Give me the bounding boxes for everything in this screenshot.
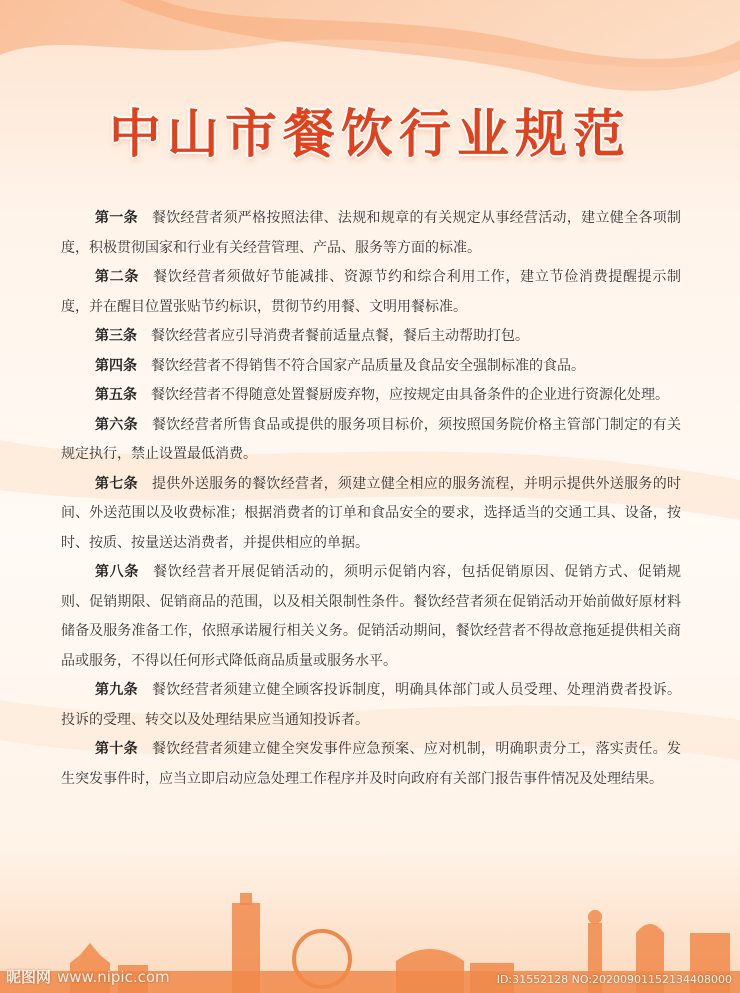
watermark-logo-text: 昵图网 <box>6 968 52 986</box>
article-2 <box>61 263 681 322</box>
article-number: 第六条 <box>95 416 138 433</box>
article-10 <box>61 735 681 794</box>
article-text: 提供外送服务的餐饮经营者，须建立健全相应的服务流程，并明示提供外送服务的时间、外送范围以及收费标准；根据消费者的订单和食品安全的要求，选择适当的交通工具、设备，按时、按质、按量送达消费者，并提供相应的单据。 <box>61 475 682 551</box>
page-title: 中山市餐饮行业规范 <box>108 105 631 165</box>
article-text: 餐饮经营者所售食品或提供的服务项目标价，须按照国务院价格主管部门制定的有关规定执行，禁止设置最低消费。 <box>61 416 682 462</box>
watermark-logo <box>6 966 170 987</box>
article-number: 第四条 <box>95 357 137 374</box>
article-6 <box>61 411 681 470</box>
article-4 <box>61 352 681 382</box>
article-number: 第一条 <box>95 210 138 226</box>
article-text: 餐饮经营者须做好节能减排、资源节约和综合利用工作，建立节俭消费提醒提示制度，并在醒目位置张贴节约标识，贯彻节约用餐、文明用餐标准。 <box>61 269 682 315</box>
watermark-id-line: ID:31552128 NO:20200901152134408000 <box>496 973 732 986</box>
article-3 <box>61 322 681 352</box>
article-1 <box>61 204 681 263</box>
article-list <box>61 204 681 794</box>
article-8 <box>61 558 681 676</box>
article-7 <box>61 470 681 559</box>
article-number: 第二条 <box>95 269 140 285</box>
article-text: 餐饮经营者须建立健全突发事件应急预案、应对机制，明确职责分工，落实责任。发生突发事件时，应当立即启动应急处理工作程序并及时向政府有关部门报告事件情况及处理结果。 <box>61 741 682 787</box>
article-5 <box>61 381 681 411</box>
article-number: 第八条 <box>95 564 140 580</box>
article-text: 餐饮经营者不得销售不符合国家产品质量及食品安全强制标准的食品。 <box>151 357 585 374</box>
article-text: 餐饮经营者不得随意处置餐厨废弃物，应按规定由具备条件的企业进行资源化处理。 <box>151 387 669 403</box>
watermark-site: www.nipic.com <box>57 968 170 986</box>
article-text: 餐饮经营者开展促销活动的，须明示促销内容，包括促销原因、促销方式、促销规则、促销期限、促销商品的范围，以及相关限制性条件。餐饮经营者须在促销活动开始前做好原材料储备及服务准备工作，依照承诺履行相关义务。促销活动期间，餐饮经营者不得故意拖延提供相关商品或服务，不得以任何形式降低商品质量或服务水平。 <box>61 564 682 669</box>
article-number: 第九条 <box>95 682 138 698</box>
article-number: 第十条 <box>95 741 138 757</box>
article-text: 餐饮经营者须建立健全顾客投诉制度，明确具体部门或人员受理、处理消费者投诉。投诉的受理、转交以及处理结果应当通知投诉者。 <box>61 682 682 728</box>
watermark-id <box>497 972 732 987</box>
article-number: 第五条 <box>95 387 137 403</box>
article-number: 第七条 <box>95 475 138 492</box>
article-number: 第三条 <box>95 328 137 344</box>
article-9 <box>61 676 681 735</box>
article-text: 餐饮经营者应引导消费者餐前适量点餐，餐后主动帮助打包。 <box>151 328 529 344</box>
article-text: 餐饮经营者须严格按照法律、法规和规章的有关规定从事经营活动，建立健全各项制度，积极贯彻国家和行业有关经营管理、产品、服务等方面的标准。 <box>61 210 682 256</box>
